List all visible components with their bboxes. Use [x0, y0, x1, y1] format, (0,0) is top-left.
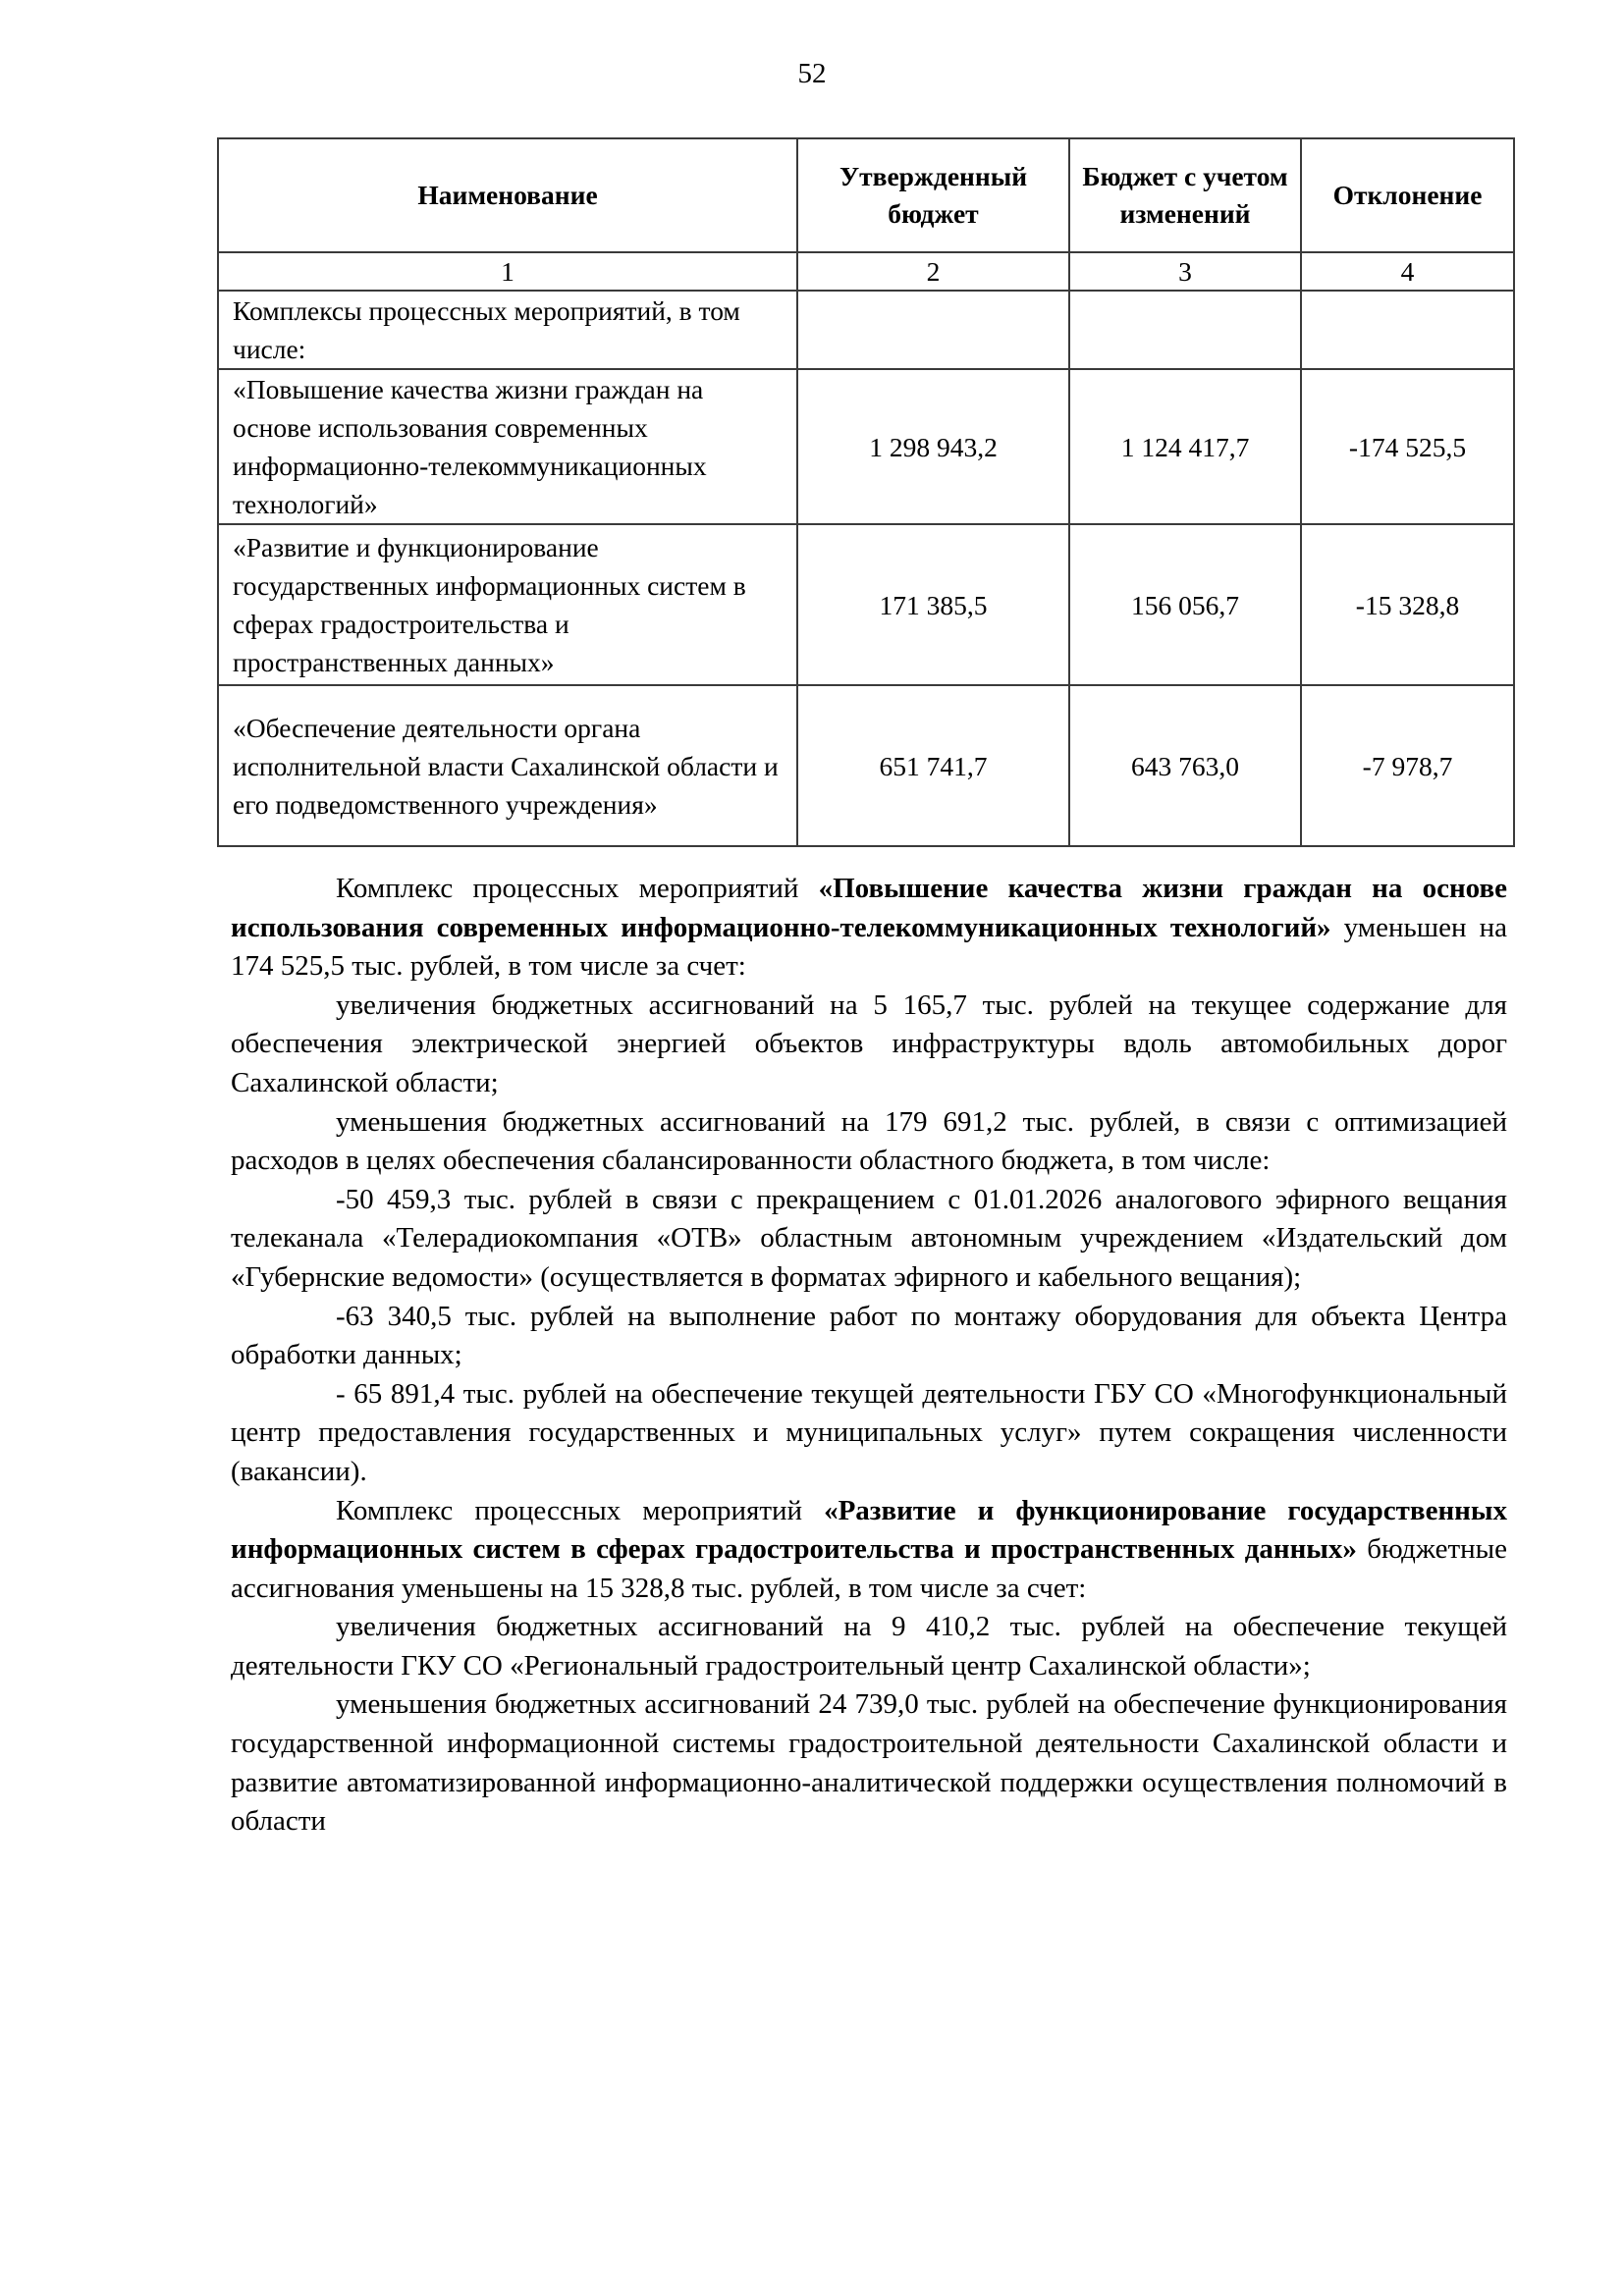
paragraph-complex-2 — [231, 1492, 1507, 1609]
column-number: 2 — [797, 252, 1069, 291]
row-deviation — [1301, 291, 1514, 369]
row-name: «Обеспечение деятельности органа исполнительной власти Сахалинской области и его подведомственного учреждения» — [218, 685, 797, 846]
row-revised: 1 124 417,7 — [1069, 369, 1301, 524]
paragraph: увеличения бюджетных ассигнований на 5 165,7 тыс. рублей на текущее содержание для обеспечения электрической энергией объектов инфраструктуры вдоль автомобильных дорог Сахалинской области; — [231, 988, 1507, 1098]
paragraph: уменьшения бюджетных ассигнований на 179 691,2 тыс. рублей, в связи с оптимизацией расходов в целях обеспечения сбалансированности областного бюджета, в том числе: — [231, 1105, 1507, 1177]
row-name: «Развитие и функционирование государственных информационных систем в сферах градостроительства и пространственных данных» — [218, 524, 797, 685]
paragraph: увеличения бюджетных ассигнований на 9 410,2 тыс. рублей на обеспечение текущей деятельности ГКУ СО «Региональный градостроительный центр Сахалинской области»; — [231, 1611, 1507, 1682]
page-number: 52 — [797, 58, 827, 89]
row-revised: 643 763,0 — [1069, 685, 1301, 846]
paragraph-text: уменьшен на 174 525,5 тыс. рублей, в том числе за счет: — [231, 911, 1508, 983]
row-approved — [797, 291, 1069, 369]
header-name: Наименование — [218, 138, 797, 252]
complex-title-bold: «Развитие и функционирование государственных информационных систем в сферах градостроительства и пространственных данных» — [231, 1494, 1507, 1566]
row-approved: 1 298 943,2 — [797, 369, 1069, 524]
row-deviation: -15 328,8 — [1301, 524, 1514, 685]
complex-title-bold: «Повышение качества жизни граждан на основе использования современных информационно-телекоммуникационных технологий» — [231, 873, 1507, 943]
paragraph-text: Комплекс процессных мероприятий — [336, 1494, 825, 1526]
paragraph-text: бюджетные ассигнования уменьшены на 15 328,8 тыс. рублей, в том числе за счет: — [231, 1533, 1507, 1604]
column-number: 3 — [1069, 252, 1301, 291]
column-number: 4 — [1301, 252, 1514, 291]
row-approved: 171 385,5 — [797, 524, 1069, 685]
paragraph-complex-1 — [231, 870, 1507, 987]
row-name: «Повышение качества жизни граждан на основе использования современных информационно-телекоммуникационных технологий» — [218, 369, 797, 524]
paragraph-text: Комплекс процессных мероприятий — [336, 873, 819, 904]
table-row — [218, 685, 1514, 846]
budget-table — [217, 137, 1515, 847]
table-row — [218, 291, 1514, 369]
table-header-row — [218, 138, 1514, 252]
header-approved-budget: Утвержденный бюджет — [797, 138, 1069, 252]
row-revised — [1069, 291, 1301, 369]
table-row — [218, 369, 1514, 524]
paragraph: - 65 891,4 тыс. рублей на обеспечение текущей деятельности ГБУ СО «Многофункциональный центр предоставления государственных и муниципальных услуг» путем сокращения численности (вакансии). — [231, 1377, 1507, 1487]
row-deviation: -7 978,7 — [1301, 685, 1514, 846]
column-number-row — [218, 252, 1514, 291]
row-name: Комплексы процессных мероприятий, в том числе: — [218, 291, 797, 369]
row-deviation: -174 525,5 — [1301, 369, 1514, 524]
paragraph: -63 340,5 тыс. рублей на выполнение работ по монтажу оборудования для объекта Центра обработки данных; — [231, 1300, 1507, 1371]
paragraph: уменьшения бюджетных ассигнований 24 739,0 тыс. рублей на обеспечение функционирования государственной информационной системы градостроительной деятельности Сахалинской области и развитие автоматизированной информационно-аналитической поддержки осуществления полномочий в области — [231, 1688, 1507, 1838]
row-approved: 651 741,7 — [797, 685, 1069, 846]
header-deviation: Отклонение — [1301, 138, 1514, 252]
table-row — [218, 524, 1514, 685]
header-revised-budget: Бюджет с учетом изменений — [1069, 138, 1301, 252]
column-number: 1 — [218, 252, 797, 291]
paragraph: -50 459,3 тыс. рублей в связи с прекращением с 01.01.2026 аналогового эфирного вещания телеканала «Телерадиокомпания «ОТВ» областным автономным учреждением «Издательский дом «Губернские ведомости» (осуществляется в форматах эфирного и кабельного вещания); — [231, 1183, 1507, 1293]
body-text — [231, 870, 1507, 1842]
row-revised: 156 056,7 — [1069, 524, 1301, 685]
